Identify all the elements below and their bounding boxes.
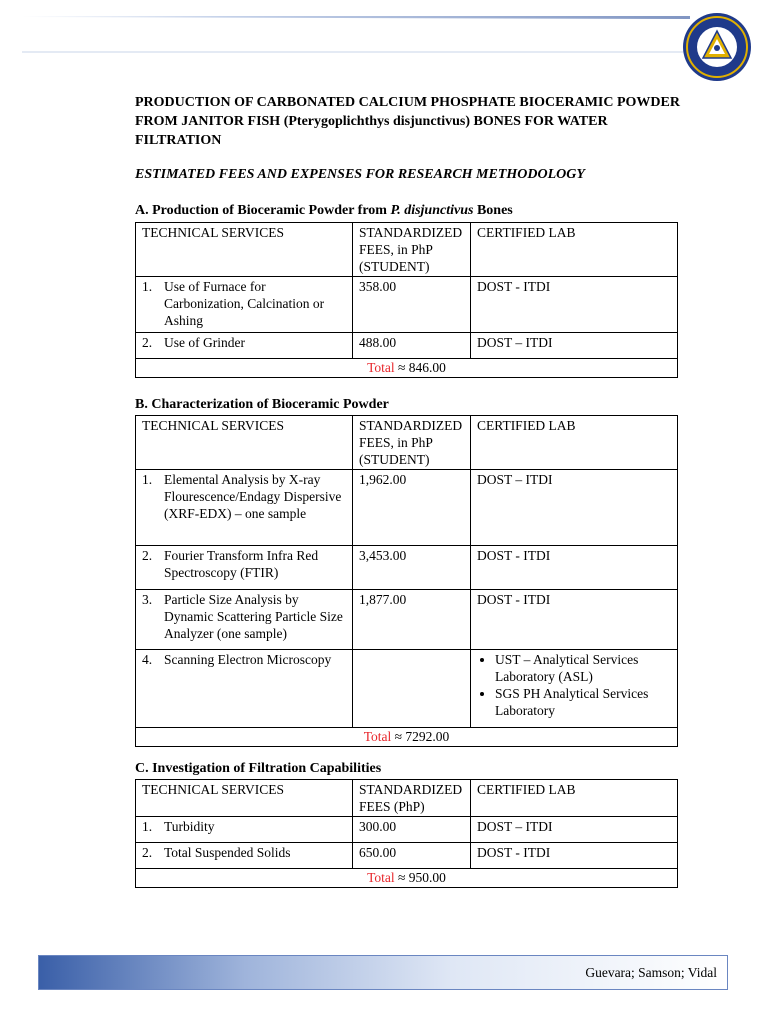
section-a-table bbox=[135, 222, 678, 378]
col-header-fees: STANDARDIZED FEES, in PhP (STUDENT) bbox=[353, 416, 471, 470]
total-row: Total ≈ 950.00 bbox=[136, 869, 678, 888]
col-header-fees: STANDARDIZED FEES, in PhP (STUDENT) bbox=[353, 223, 471, 277]
school-seal-icon bbox=[682, 12, 752, 82]
total-row: Total ≈ 846.00 bbox=[136, 359, 678, 378]
lab-name: DOST – ITDI bbox=[471, 817, 678, 843]
header-rule bbox=[22, 14, 690, 54]
title-line-3: FILTRATION bbox=[135, 133, 222, 148]
fee-value: 300.00 bbox=[353, 817, 471, 843]
service-name: Use of Furnace for Carbonization, Calcination or Ashing bbox=[164, 279, 325, 328]
table-row: 1. Use of Furnace for Carbonization, Calcination or Ashing 358.00 DOST - ITDI bbox=[136, 277, 678, 333]
fee-value: 650.00 bbox=[353, 843, 471, 869]
table-header-row bbox=[136, 416, 678, 470]
lab-name: DOST - ITDI bbox=[471, 277, 678, 333]
service-name: Elemental Analysis by X-ray Flourescence/Endagy Dispersive (XRF-EDX) – one sample bbox=[164, 472, 342, 521]
document-title bbox=[135, 93, 695, 150]
service-name: Particle Size Analysis by Dynamic Scattering Particle Size Analyzer (one sample) bbox=[164, 592, 343, 641]
lab-name: DOST - ITDI bbox=[471, 843, 678, 869]
col-header-lab: CERTIFIED LAB bbox=[471, 780, 678, 817]
lab-name: DOST – ITDI bbox=[471, 333, 678, 359]
total-value: ≈ 846.00 bbox=[394, 360, 446, 375]
section-c-heading: C. Investigation of Filtration Capabilities bbox=[135, 761, 382, 776]
fee-value: 1,877.00 bbox=[353, 590, 471, 650]
title-line-2: FROM JANITOR FISH (Pterygoplichthys disjunctivus) BONES FOR WATER bbox=[135, 114, 608, 129]
fee-value: 3,453.00 bbox=[353, 546, 471, 590]
table-header-row bbox=[136, 780, 678, 817]
col-header-fees: STANDARDIZED FEES (PhP) bbox=[353, 780, 471, 817]
col-header-services: TECHNICAL SERVICES bbox=[136, 780, 353, 817]
section-b-table bbox=[135, 415, 678, 747]
col-header-lab: CERTIFIED LAB bbox=[471, 416, 678, 470]
section-a-heading: A. Production of Bioceramic Powder from P. disjunctivus Bones bbox=[135, 203, 513, 218]
table-row: 3. Particle Size Analysis by Dynamic Scattering Particle Size Analyzer (one sample) 1,877.00 DOST - ITDI bbox=[136, 590, 678, 650]
section-c-table bbox=[135, 779, 678, 888]
table-header-row bbox=[136, 223, 678, 277]
table-row: 2. Fourier Transform Infra Red Spectroscopy (FTIR) 3,453.00 DOST - ITDI bbox=[136, 546, 678, 590]
service-name: Use of Grinder bbox=[164, 335, 245, 350]
service-name: Scanning Electron Microscopy bbox=[164, 652, 332, 667]
section-b-heading: B. Characterization of Bioceramic Powder bbox=[135, 397, 389, 412]
fee-value: 488.00 bbox=[353, 333, 471, 359]
total-row: Total ≈ 7292.00 bbox=[136, 728, 678, 747]
lab-name: DOST - ITDI bbox=[471, 590, 678, 650]
col-header-services: TECHNICAL SERVICES bbox=[136, 416, 353, 470]
fee-value: 358.00 bbox=[353, 277, 471, 333]
service-name: Total Suspended Solids bbox=[164, 845, 291, 860]
lab-name: DOST - ITDI bbox=[471, 546, 678, 590]
lab-list bbox=[477, 651, 671, 719]
col-header-lab: CERTIFIED LAB bbox=[471, 223, 678, 277]
lab-name: DOST – ITDI bbox=[471, 470, 678, 546]
document-subtitle: ESTIMATED FEES AND EXPENSES FOR RESEARCH METHODOLOGY bbox=[135, 167, 585, 182]
fee-value: 1,962.00 bbox=[353, 470, 471, 546]
footer-bar bbox=[38, 955, 728, 990]
table-row: 2. Total Suspended Solids 650.00 DOST - ITDI bbox=[136, 843, 678, 869]
service-name: Fourier Transform Infra Red Spectroscopy (FTIR) bbox=[164, 548, 319, 580]
col-header-services: TECHNICAL SERVICES bbox=[136, 223, 353, 277]
table-row: 4. Scanning Electron Microscopy • UST – Analytical Services Laboratory (ASL) • SGS PH Analytical Services Laboratory bbox=[136, 650, 678, 728]
table-row: 2. Use of Grinder 488.00 DOST – ITDI bbox=[136, 333, 678, 359]
list-item: • UST – Analytical Services Laboratory (ASL) bbox=[495, 651, 671, 685]
total-value: ≈ 950.00 bbox=[394, 870, 446, 885]
title-line-1: PRODUCTION OF CARBONATED CALCIUM PHOSPHATE BIOCERAMIC POWDER bbox=[135, 95, 680, 110]
footer-authors: Guevara; Samson; Vidal bbox=[585, 965, 717, 980]
fee-value bbox=[353, 650, 471, 728]
table-row: 1. Elemental Analysis by X-ray Flourescence/Endagy Dispersive (XRF-EDX) – one sample 1,962.00 DOST – ITDI bbox=[136, 470, 678, 546]
table-row: 1. Turbidity 300.00 DOST – ITDI bbox=[136, 817, 678, 843]
list-item: • SGS PH Analytical Services Laboratory bbox=[495, 685, 671, 719]
total-value: ≈ 7292.00 bbox=[391, 729, 450, 744]
service-name: Turbidity bbox=[164, 819, 215, 834]
